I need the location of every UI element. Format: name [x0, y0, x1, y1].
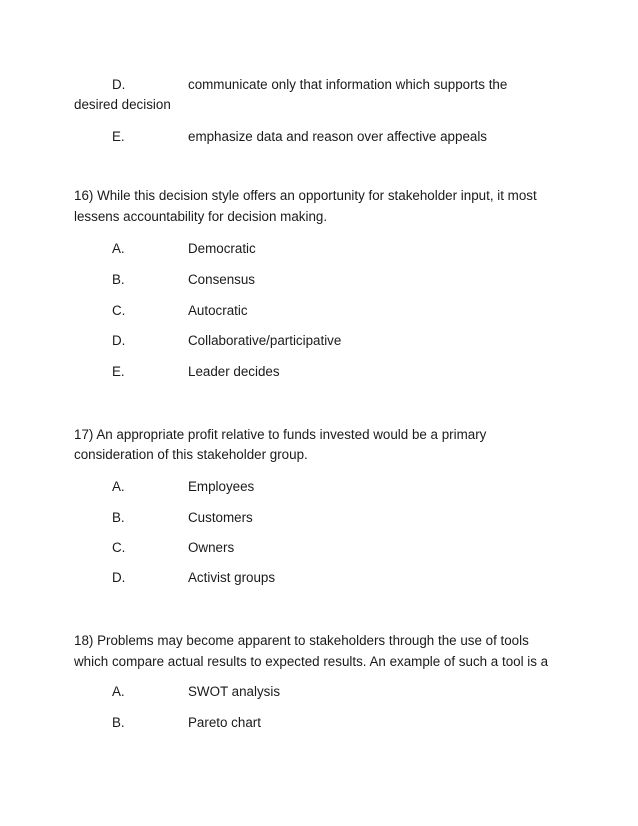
question-16-stem-line1: 16) While this decision style offers an opportunity for stakeholder input, it most — [74, 188, 537, 203]
option-letter: E. — [112, 364, 125, 379]
option-letter: E. — [112, 129, 125, 144]
option-letter: B. — [112, 715, 125, 730]
option-text: Consensus — [188, 272, 255, 287]
option-text: communicate only that information which supports the — [188, 77, 508, 92]
option-text: SWOT analysis — [188, 684, 281, 699]
option-letter: A. — [112, 241, 125, 256]
option-text: Democratic — [188, 241, 256, 256]
option-text-continuation: desired decision — [74, 97, 171, 112]
option-letter: D. — [112, 570, 126, 585]
option-letter: D. — [112, 77, 126, 92]
option-letter: B. — [112, 272, 125, 287]
option-text: Autocratic — [188, 303, 248, 318]
option-text: Owners — [188, 540, 235, 555]
question-17-stem-line2: consideration of this stakeholder group. — [74, 447, 308, 462]
option-letter: C. — [112, 303, 126, 318]
option-text: Pareto chart — [188, 715, 261, 730]
option-letter: A. — [112, 479, 125, 494]
option-letter: A. — [112, 684, 125, 699]
question-18-stem-line2: which compare actual results to expected results. An example of such a tool is a — [74, 654, 549, 669]
question-18-stem-line1: 18) Problems may become apparent to stakeholders through the use of tools — [74, 633, 529, 648]
question-17-stem-line1: 17) An appropriate profit relative to funds invested would be a primary — [74, 427, 487, 442]
option-text: emphasize data and reason over affective appeals — [188, 129, 488, 144]
option-text: Collaborative/participative — [188, 333, 342, 348]
option-letter: C. — [112, 540, 126, 555]
option-text: Employees — [188, 479, 255, 494]
question-16-stem-line2: lessens accountability for decision making. — [74, 209, 328, 224]
option-text: Leader decides — [188, 364, 280, 379]
option-text: Activist groups — [188, 570, 276, 585]
option-letter: B. — [112, 510, 125, 525]
option-letter: D. — [112, 333, 126, 348]
option-text: Customers — [188, 510, 253, 525]
